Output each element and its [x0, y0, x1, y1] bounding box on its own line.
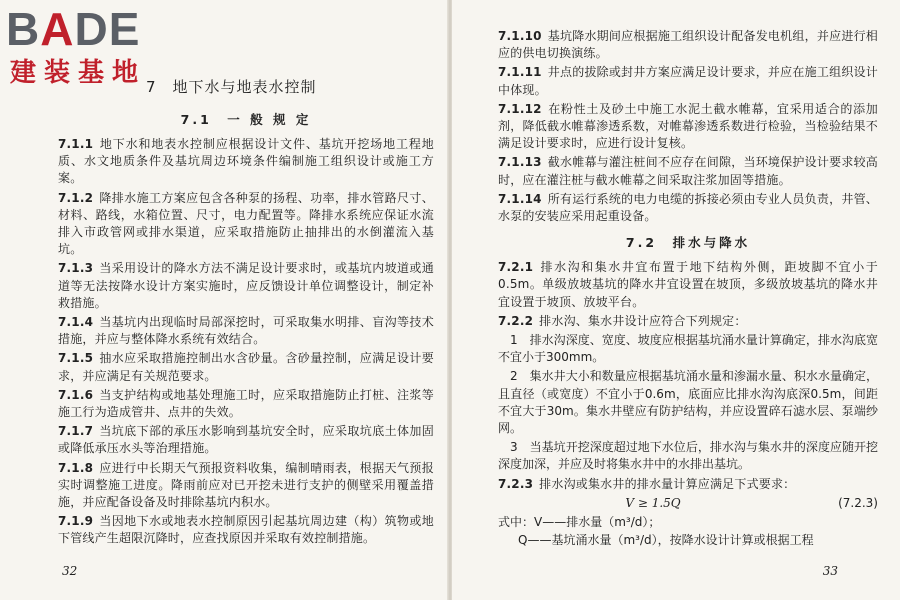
clause-7-1-9: [58, 513, 434, 547]
clause-7-1-14: [498, 191, 878, 225]
clause-number: 7.1.2: [58, 190, 94, 205]
clause-text: 降排水施工方案应包含各种泵的扬程、功率，排水管路尺寸、材料、路线，水箱位置、尺寸，电力配置等。降排水系统应保证水流排入市政管网或排水渠道，应采取措施防止抽排出的水倒灌流入基坑。: [58, 190, 434, 257]
clause-text: 在粉性土及砂土中施工水泥土截水帷幕，宜采用适合的添加剂，降低截水帷幕渗透系数，对帷幕渗透系数进行检验，当检验结果不满足设计要求时，应进行设计复核。: [498, 101, 878, 151]
clause-text: 排水沟和集水井宜布置于地下结构外侧，距坡脚不宜小于0.5m。单级放坡基坑的降水井宜设置在坡顶，多级放坡基坑的降水井宜设置于坡顶、放坡平台。: [498, 260, 878, 309]
clause-number: 7.1.1: [58, 137, 94, 151]
page-number-left: 32: [62, 564, 78, 578]
list-item: 1 排水沟深度、宽度、坡度应根据基坑涌水量计算确定，排水沟底宽不宜小于300mm。: [498, 333, 878, 365]
clause-text: 当因地下水或地表水控制原因引起基坑周边建（构）筑物或地下管线产生超限沉降时，应查找原因并采取有效控制措施。: [58, 514, 434, 546]
left-clause-list: [58, 136, 434, 548]
clause-text: 应进行中长期天气预报资料收集，编制晴雨表，根据天气预报实时调整施工进度。降雨前应对已开挖未进行支护的侧壁采用覆盖措施，并应配备设备及时排除基坑内积水。: [58, 460, 434, 510]
logo-brand: BADE: [6, 3, 141, 55]
page-number-right: 33: [822, 564, 838, 578]
clause-text: 截水帷幕与灌注桩间不应存在间隙，当环境保护设计要求较高时，应在灌注桩与截水帷幕之间采取注浆加固等措施。: [498, 155, 878, 187]
section-heading-7-2: 7.2 排水与降水: [625, 235, 751, 251]
clause-7-1-6: [58, 387, 434, 421]
clause-text: 排水沟、集水井设计应符合下列规定：: [539, 313, 747, 328]
clause-text: 地下水和地表水控制应根据设计文件、基坑开挖场地工程地质、水文地质条件及基坑周边环境条件编制施工组织设计或施工方案。: [58, 137, 434, 186]
clause-7-1-11: [498, 64, 878, 98]
clause-number: 7.1.11: [498, 65, 542, 80]
list-item: 2 集水井大小和数量应根据基坑涌水量和渗漏水量、积水水量确定，且直径（或宽度）不宜小于0.6m，底面应比排水沟沟底深0.5m，间距不宜大于30m。集水井壁应有防护结构，并应设置碎石滤水层、泵端纱网。: [498, 369, 878, 436]
clause-7-1-13: [498, 154, 878, 188]
clause-number: 7.1.9: [58, 514, 94, 529]
clause-7-1-7: [58, 423, 434, 457]
list-item: 3 当基坑开挖深度超过地下水位后，排水沟与集水井的深度应随开挖深度加深，并应及时将集水井中的水排出基坑。: [498, 440, 878, 472]
clause-text: 基坑降水期间应根据施工组织设计配备发电机组，并应进行相应的供电切换演练。: [498, 29, 878, 61]
clause-number: 7.1.4: [58, 315, 94, 330]
clause-7-1-5: [58, 350, 434, 384]
clause-text: 当采用设计的降水方法不满足设计要求时，或基坑内坡道或通道等无法按降水设计方案实施时，应反馈设计单位调整设计，制定补救措施。: [58, 261, 434, 310]
clause-number: 7.1.10: [498, 29, 542, 43]
clause-text: 排水沟或集水井的排水量计算应满足下式要求：: [539, 476, 796, 491]
clause-7-1-10: [498, 28, 878, 62]
clause-text: 抽水应采取措施控制出水含砂量。含砂量控制，应满足设计要求，并应满足有关规范要求。: [58, 351, 434, 383]
logo-subtitle: 建装基地: [10, 58, 147, 88]
clause-number: 7.1.14: [498, 191, 542, 206]
clause-text: 井点的拔除或封井方案应满足设计要求，并应在施工组织设计中体现。: [498, 65, 878, 97]
clause-text: 当支护结构或地基处理施工时，应采取措施防止打桩、注浆等施工行为造成管井、点井的失效。: [58, 387, 434, 420]
clause-number: 7.1.6: [58, 387, 94, 402]
clause-number: 7.2.3: [498, 476, 534, 491]
clause-7-2-3: [498, 476, 878, 493]
variable-definition: Q——基坑涌水量（m³/d），按降水设计计算或根据工程: [518, 533, 814, 548]
right-item-list: [498, 332, 878, 474]
clause-number: 7.1.13: [498, 155, 542, 170]
right-clause-list-top: [498, 28, 878, 225]
formula-expression: V ≥ 1.5Q: [625, 495, 681, 510]
clause-number: 7.1.12: [498, 101, 542, 116]
clause-number: 7.2.1: [498, 260, 534, 275]
clause-text: 当基坑内出现临时局部深挖时，可采取集水明排、盲沟等技术措施，并应与整体降水系统有效结合。: [58, 315, 434, 347]
clause-7-1-4: [58, 314, 434, 348]
right-page: [452, 0, 900, 600]
clause-7-1-12: [498, 101, 878, 153]
right-clause-list-mid: [498, 259, 878, 330]
clause-number: 7.1.7: [58, 424, 94, 439]
variable-definition: 式中：V——排水量（m³/d）；: [498, 515, 661, 530]
clause-7-1-8: [58, 460, 434, 512]
clause-text: 所有运行系统的电力电缆的拆接必须由专业人员负责，井管、水泵的安装应采用起重设备。: [498, 191, 878, 224]
formula-number: (7.2.3): [838, 495, 878, 510]
clause-7-1-2: [58, 190, 434, 259]
clause-7-2-1: [498, 259, 878, 311]
clause-text: 当坑底下部的承压水影响到基坑安全时，应采取坑底土体加固或降低承压水头等治理措施。: [58, 424, 434, 456]
clause-7-1-3: [58, 260, 434, 312]
clause-number: 7.2.2: [498, 313, 534, 328]
formula-7-2-3: [498, 495, 878, 512]
clause-number: 7.1.3: [58, 261, 94, 276]
left-page: [0, 0, 448, 600]
chapter-title: 7 地下水与地表水控制: [146, 78, 317, 96]
section-heading-7-1: 7.1 一 般 规 定: [180, 112, 312, 127]
clause-7-2-2: [498, 313, 878, 330]
clause-7-1-1: [58, 136, 434, 188]
clause-number: 7.1.8: [58, 460, 94, 475]
clause-number: 7.1.5: [58, 351, 94, 366]
